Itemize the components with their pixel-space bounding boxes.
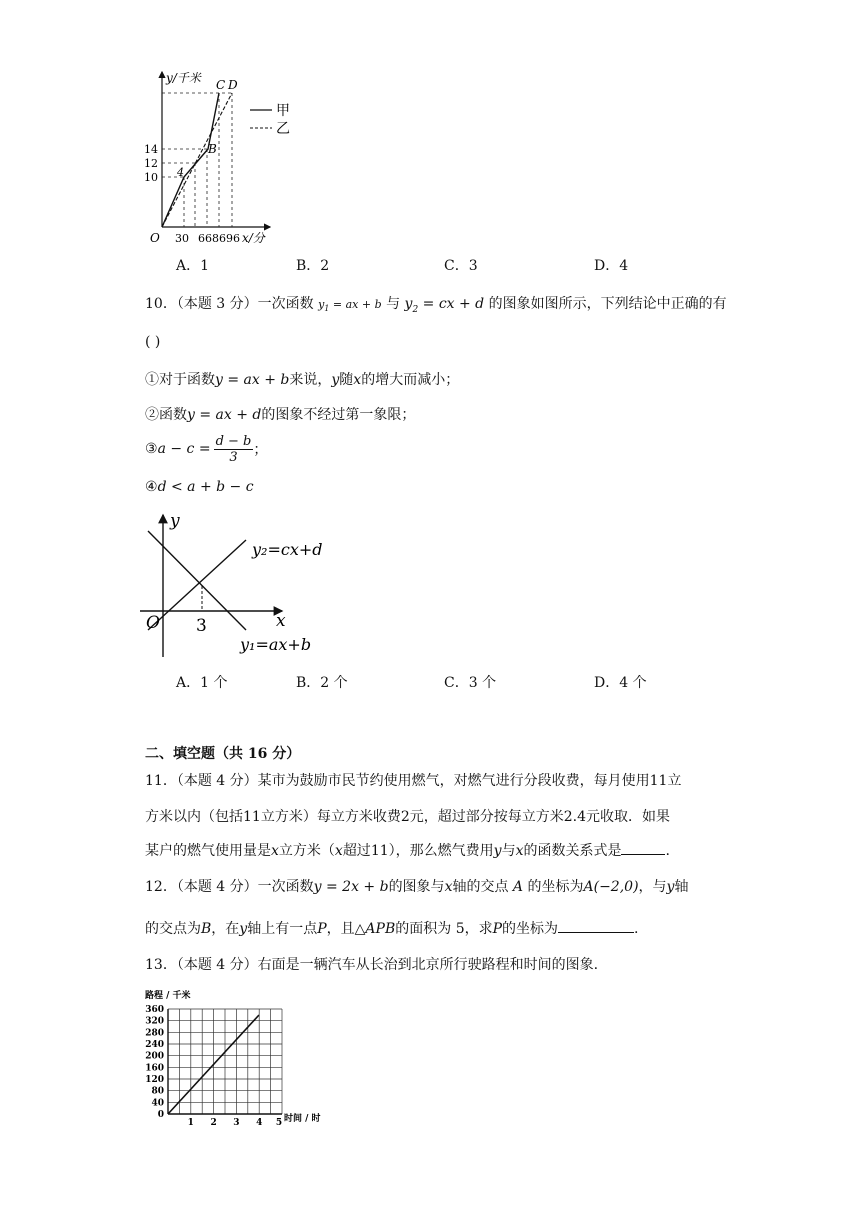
y-tick-label: 40 <box>151 1098 164 1109</box>
q10-answer-paren: ( ) <box>145 334 161 350</box>
y-tick-14: 14 <box>144 143 158 156</box>
y-tick-label: 200 <box>145 1051 164 1062</box>
q11-line-2: 方米以内（包括11立方米）每立方米收费2元，超过部分按每立方米2.4元收取．如果 <box>145 809 671 825</box>
q11-answer-blank[interactable] <box>621 842 665 855</box>
x-axis-label: x/分 <box>242 231 265 245</box>
x-tick-label: 1 <box>187 1118 194 1128</box>
x-tick-label: 5 <box>275 1118 283 1128</box>
x-tick-label: 3 <box>233 1118 240 1128</box>
q11-line-1: 11．（本题 4 分）某市为鼓励市民节约使用燃气，对燃气进行分段收费，每月使用11立 <box>145 773 682 789</box>
q9-option-c: C．3 <box>444 258 478 274</box>
q12-answer-blank[interactable] <box>558 920 634 933</box>
y-tick-12: 12 <box>144 157 158 170</box>
y-tick-label: 280 <box>145 1028 164 1039</box>
y1-equation: y₁=ax+b <box>240 635 312 654</box>
y-tick-10: 10 <box>144 171 158 184</box>
series-jia-line <box>162 93 219 227</box>
x-tick-label: 4 <box>256 1118 263 1128</box>
y-tick-label: 160 <box>145 1063 164 1074</box>
q10-conclusion-1: ①对于函数y = ax + b来说，y随x的增大而减小； <box>145 372 460 388</box>
q10-conclusion-4: ④d < a + b − c <box>145 479 254 495</box>
y2-equation: y₂=cx+d <box>252 540 323 559</box>
x-axis-label: 时间 / 时 <box>284 1114 321 1124</box>
origin-label: O <box>146 613 160 633</box>
q9-option-a: A．1 <box>176 258 210 274</box>
legend-jia: 甲 <box>276 103 290 119</box>
q10-stem: 10．（本题 3 分）一次函数 $y_1$ = ax + b 与 $y_2$ = cx + d 的图象如图所示，下列结论中正确的有 <box>145 296 727 315</box>
y-tick-label: 360 <box>145 1005 164 1015</box>
q11-line-3: 某户的燃气使用量是x立方米（x超过11），那么燃气费用y与x的函数关系式是 . <box>145 843 670 859</box>
x-tick-66: 66 <box>198 232 212 245</box>
x-axis-label: x <box>276 611 286 631</box>
x-tick-96: 96 <box>226 232 240 245</box>
y-tick-label: 240 <box>145 1040 164 1050</box>
y-axis-label: y <box>170 511 180 531</box>
chart-distance-time-grid <box>140 982 340 1128</box>
q9-option-b: B．2 <box>296 258 330 274</box>
y-axis-label: y/千米 <box>166 71 201 85</box>
q12-line-1: 12．（本题 4 分）一次函数y = 2x + b的图象与x轴的交点 A 的坐标为A(−2,0)，与y轴 <box>145 879 689 895</box>
series-yi-line <box>162 93 232 227</box>
point-b-label: B <box>208 142 217 156</box>
q9-option-d: D．4 <box>594 258 629 274</box>
legend-yi: 乙 <box>276 121 290 137</box>
q10-conclusion-2: ②函数y = ax + d的图象不经过第一象限； <box>145 407 416 423</box>
x-tick-86: 86 <box>212 232 226 245</box>
q10-option-a: A．1 个 <box>176 675 228 691</box>
x-tick-3: 3 <box>196 616 207 636</box>
q10-option-d: D．4 个 <box>594 675 647 691</box>
tick-4-label: 4 <box>177 166 184 179</box>
y-tick-label: 320 <box>145 1016 164 1027</box>
chart-distance-time-1 <box>130 62 320 247</box>
y-tick-label: 0 <box>157 1110 164 1120</box>
y-tick-label: 80 <box>151 1086 164 1097</box>
q10-option-c: C．3 个 <box>444 675 497 691</box>
x-tick-30: 30 <box>175 232 189 245</box>
y-axis-label: 路程 / 千米 <box>145 991 191 1001</box>
q13-stem: 13．（本题 4 分）右面是一辆汽车从长治到北京所行驶路程和时间的图象. <box>145 957 599 973</box>
q10-conclusion-3: ③ a − c = $\frac{d - b}{3}$ ； <box>145 433 268 465</box>
point-d-label: D <box>228 78 238 92</box>
y-tick-label: 120 <box>145 1075 164 1085</box>
section-fill-in-title: 二、填空题（共 16 分） <box>145 746 301 762</box>
chart-two-lines <box>140 507 340 659</box>
x-tick-label: 2 <box>210 1118 217 1128</box>
q10-option-b: B．2 个 <box>296 675 348 691</box>
q12-line-2: 的交点为B，在y轴上有一点P，且△APB的面积为 5，求P的坐标为 . <box>145 921 639 937</box>
origin-label: O <box>150 231 160 245</box>
point-c-label: C <box>216 78 226 92</box>
